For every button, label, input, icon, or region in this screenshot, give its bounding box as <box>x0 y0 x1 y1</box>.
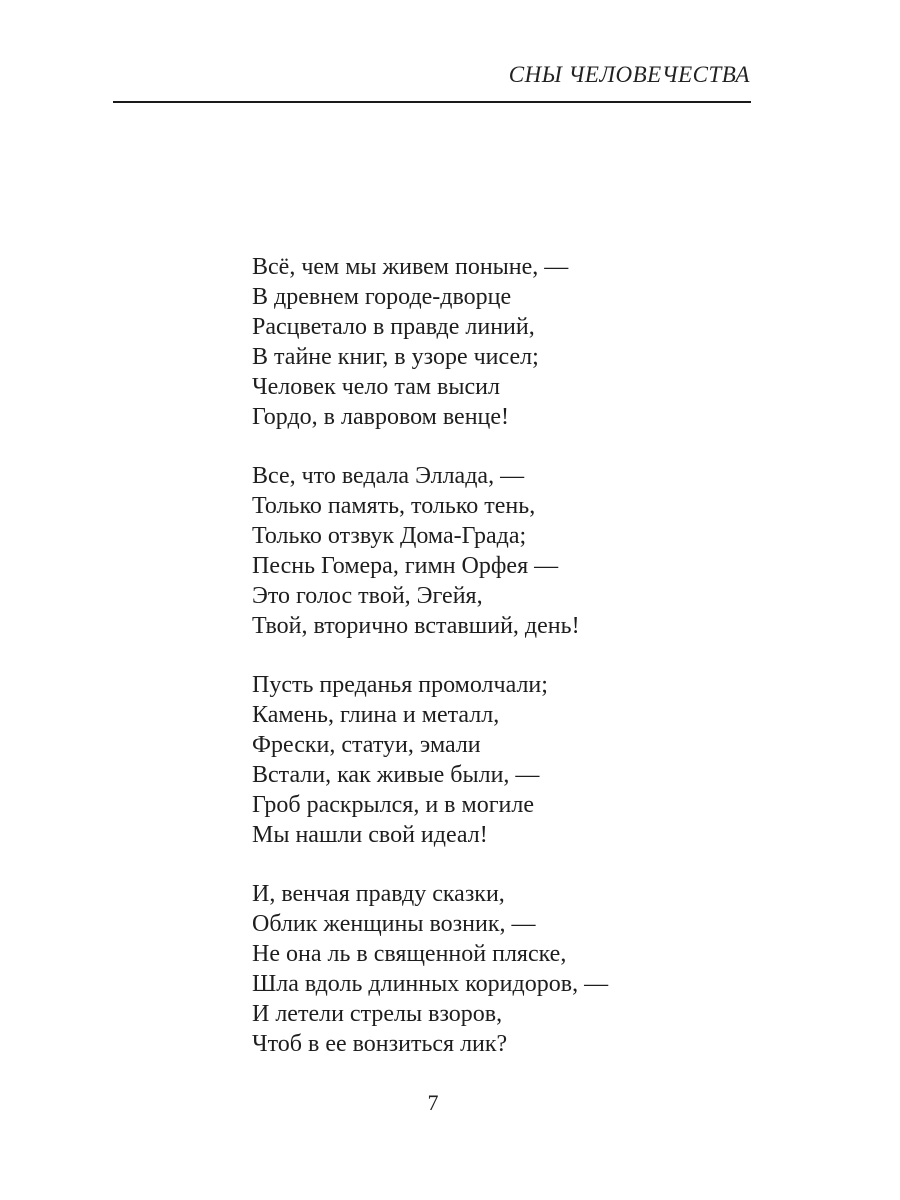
header-rule <box>113 101 751 103</box>
poem-line: Человек чело там высил <box>252 374 500 400</box>
poem-line: Твой, вторично вставший, день! <box>252 613 580 639</box>
poem-line: Только отзвук Дома-Града; <box>252 523 527 549</box>
poem-line: В тайне книг, в узоре чисел; <box>252 344 539 370</box>
stanza <box>252 461 608 641</box>
poem-line: Чтоб в ее вонзиться лик? <box>252 1031 508 1057</box>
poem-line: Все, что ведала Эллада, — <box>252 463 525 489</box>
poem <box>252 252 608 1088</box>
poem-line: Гордо, в лавровом венце! <box>252 404 510 430</box>
poem-line: Песнь Гомера, гимн Орфея — <box>252 553 559 579</box>
poem-line: И летели стрелы взоров, <box>252 1001 503 1027</box>
poem-line: И, венчая правду сказки, <box>252 881 505 907</box>
stanza <box>252 879 608 1059</box>
poem-line: Всё, чем мы живем поныне, — <box>252 254 569 280</box>
poem-line: Встали, как живые были, — <box>252 762 540 788</box>
poem-line: Пусть преданья промолчали; <box>252 672 548 698</box>
poem-line: Не она ль в священной пляске, <box>252 941 567 967</box>
poem-line: Только память, только тень, <box>252 493 536 519</box>
poem-line: Фрески, статуи, эмали <box>252 732 481 758</box>
poem-line: Камень, глина и металл, <box>252 702 500 728</box>
poem-line: В древнем городе-дворце <box>252 284 512 310</box>
running-header: СНЫ ЧЕЛОВЕЧЕСТВА <box>508 62 750 87</box>
poem-line: Расцветало в правде линий, <box>252 314 535 340</box>
stanza <box>252 670 608 850</box>
poem-line: Мы нашли свой идеал! <box>252 822 488 848</box>
poem-line: Гроб раскрылся, и в могиле <box>252 792 535 818</box>
poem-line: Это голос твой, Эгейя, <box>252 583 483 609</box>
poem-line: Облик женщины возник, — <box>252 911 536 937</box>
stanza <box>252 252 608 432</box>
poem-line: Шла вдоль длинных коридоров, — <box>252 971 609 997</box>
page-number: 7 <box>427 1090 439 1115</box>
